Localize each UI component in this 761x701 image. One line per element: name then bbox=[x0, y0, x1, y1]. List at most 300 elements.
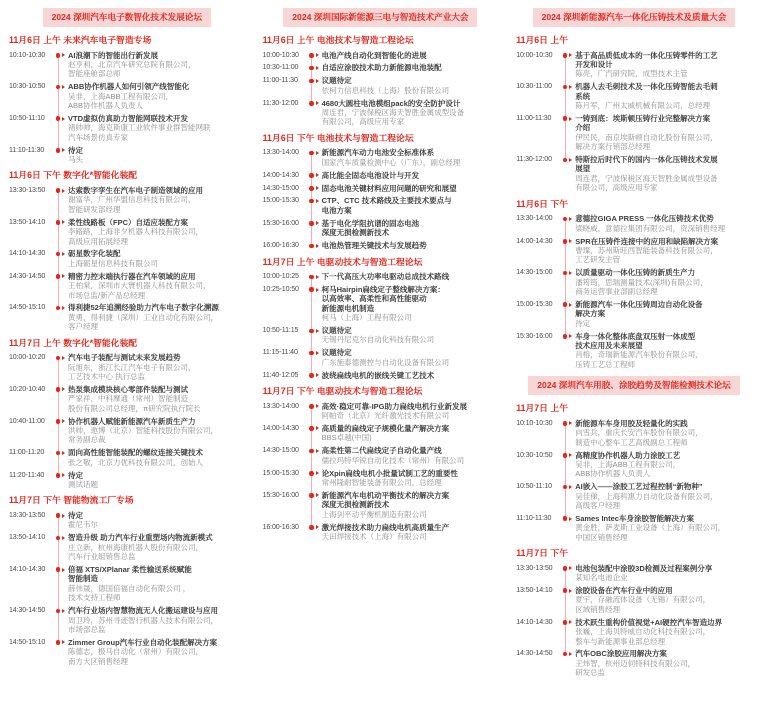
session-speaker: 国家汽车质量检测中心（广东），副总经理 bbox=[321, 157, 461, 167]
session-speaker: 向雪兵，重庆长安汽车股份有限公司， bbox=[575, 428, 703, 438]
timeline-arrow-icon bbox=[569, 620, 572, 624]
session-time: 13:50-14:10 bbox=[9, 217, 46, 226]
session-speaker: 洪帅，遨博（北京）智能科技股份有限公司， bbox=[68, 426, 218, 435]
timeline-dot-icon bbox=[56, 451, 61, 456]
timeline-arrow-icon bbox=[62, 609, 65, 613]
timeline-marker bbox=[54, 417, 68, 445]
session-content bbox=[575, 82, 752, 110]
timeline-dot-icon bbox=[309, 199, 314, 204]
session-content bbox=[322, 285, 499, 323]
session-item bbox=[263, 469, 499, 488]
session-topic: 一铸到底：埃斯顿压铸行业完整解决方案 bbox=[575, 113, 711, 123]
session-speaker: 黄勇，得利捷（深圳）工业自动化有限公司， bbox=[68, 312, 218, 322]
session-topic: 高柔性第二代扁线定子自动化量产线 bbox=[321, 446, 442, 456]
session-content bbox=[575, 332, 752, 370]
session-time: 14:50-15:10 bbox=[9, 303, 46, 312]
session-topic: 智造升级 助力汽车行业重塑场内物流新模式 bbox=[68, 533, 213, 543]
session-topic: ABB协作机器人如何引领产线智能化 bbox=[68, 82, 190, 92]
session-time: 10:30-11:00 bbox=[262, 63, 299, 72]
session-topic: 电池方案 bbox=[321, 205, 352, 215]
session-item bbox=[263, 371, 499, 380]
session-topic: 展望 bbox=[575, 164, 591, 174]
session-time: 15:00-15:30 bbox=[516, 299, 553, 308]
session-topic: 下一代高压大功率电驱动总成技术路线 bbox=[321, 272, 450, 281]
session-item bbox=[9, 353, 245, 381]
session-topic: 新能源汽车电机动平衡技术的解决方案 bbox=[321, 490, 450, 500]
session-topic: 新能源汽车动力电池安全标准体系 bbox=[321, 148, 435, 158]
session-content bbox=[322, 326, 499, 345]
session-time: 11:30-12:00 bbox=[262, 98, 299, 107]
session-topic: 激光焊接技术助力扁线电机高质量生产 bbox=[321, 522, 450, 532]
session-time: 13:50-14:10 bbox=[9, 533, 46, 542]
session-time: 16:00-16:30 bbox=[262, 241, 299, 250]
session-content bbox=[68, 417, 245, 445]
timeline-arrow-icon bbox=[569, 85, 572, 89]
timeline-marker bbox=[308, 272, 322, 281]
timeline-dot-icon bbox=[563, 239, 568, 244]
timeline-dot-icon bbox=[563, 116, 568, 121]
session-speaker: 赵亨利，北京汽车研究总院有限公司， bbox=[68, 59, 196, 69]
session-group-title: 11月7日 下午 bbox=[516, 548, 569, 559]
session-speaker: 技术支持工程师 bbox=[68, 593, 121, 603]
session-content bbox=[68, 448, 245, 467]
timeline-arrow-icon bbox=[62, 640, 65, 644]
session-content bbox=[322, 241, 499, 250]
session-item bbox=[9, 303, 245, 331]
timeline-marker bbox=[308, 285, 322, 323]
timeline-marker bbox=[308, 99, 322, 127]
session-group-title: 11月6日 上午 bbox=[516, 35, 569, 45]
session-item bbox=[263, 446, 499, 465]
session-topic: Sames Intec车身涂胶智能解决方案 bbox=[575, 513, 694, 523]
session-list bbox=[516, 419, 752, 542]
session-item bbox=[516, 618, 752, 646]
session-content bbox=[68, 471, 245, 490]
session-speaker: 研发总监 bbox=[575, 668, 606, 678]
timeline-dot-icon bbox=[309, 79, 314, 84]
timeline-marker bbox=[308, 424, 322, 443]
timeline-dot-icon bbox=[309, 329, 314, 334]
timeline-dot-icon bbox=[563, 302, 568, 307]
timeline-dot-icon bbox=[56, 274, 61, 279]
timeline-arrow-icon bbox=[316, 101, 319, 105]
session-time: 13:30-14:00 bbox=[262, 401, 299, 410]
timeline-dot-icon bbox=[56, 387, 61, 392]
session-speaker: 褚帅帅，海克斯康工业软件事业群智能网联 bbox=[68, 123, 211, 133]
timeline-dot-icon bbox=[56, 188, 61, 193]
session-list bbox=[516, 51, 752, 193]
session-speaker: 广东施泰德测控与自动化设备有限公司 bbox=[321, 357, 450, 367]
session-speaker: 周连君，宁波保税区海天智胜金属成型设备 bbox=[321, 108, 465, 118]
session-item bbox=[9, 565, 245, 603]
session-item bbox=[516, 419, 752, 447]
session-item bbox=[9, 511, 245, 530]
session-speaker: 上海砺星信息科技有限公司 bbox=[68, 258, 158, 268]
session-topic: 智能制造 bbox=[68, 574, 98, 584]
timeline-dot-icon bbox=[309, 449, 314, 454]
session-time: 10:25-10:50 bbox=[262, 284, 299, 293]
timeline-dot-icon bbox=[309, 221, 314, 226]
timeline-dot-icon bbox=[563, 652, 568, 657]
timeline-marker bbox=[54, 186, 68, 214]
timeline-marker bbox=[308, 76, 322, 95]
timeline-dot-icon bbox=[563, 421, 568, 426]
timeline-dot-icon bbox=[563, 334, 568, 339]
session-speaker: 马头 bbox=[68, 155, 83, 165]
session-topic: 得利捷52年追溯经验助力汽车电子数字化溯源 bbox=[68, 303, 219, 313]
timeline-arrow-icon bbox=[569, 239, 572, 243]
timeline-dot-icon bbox=[56, 85, 61, 90]
timeline-marker bbox=[54, 511, 68, 530]
timeline-marker bbox=[54, 114, 68, 142]
session-speaker: 区域销售经理 bbox=[575, 604, 621, 614]
timeline-marker bbox=[54, 606, 68, 634]
timeline-dot-icon bbox=[56, 306, 61, 311]
session-item bbox=[9, 218, 245, 246]
session-speaker: 吴非，上海ABB工程有限公司， bbox=[68, 91, 174, 101]
timeline-arrow-icon bbox=[62, 568, 65, 572]
timeline-arrow-icon bbox=[62, 220, 65, 224]
session-topic: 深度无损检测新技术 bbox=[321, 500, 390, 510]
timeline-arrow-icon bbox=[62, 451, 65, 455]
session-list bbox=[516, 214, 752, 369]
session-speaker: 阿帕奇（北京）光纤激光技术有限公司 bbox=[321, 410, 450, 420]
timeline-arrow-icon bbox=[569, 158, 572, 162]
session-time: 10:30-11:00 bbox=[516, 82, 552, 91]
session-item bbox=[9, 417, 245, 445]
session-item bbox=[516, 114, 752, 152]
session-speaker: 吴佳俤，上海科惠力自动化设备有限公司， bbox=[575, 491, 718, 501]
session-time: 10:00-10:20 bbox=[9, 353, 46, 362]
timeline-marker bbox=[54, 51, 68, 79]
session-topic: 待定 bbox=[68, 470, 83, 480]
session-speaker: 待定 bbox=[575, 318, 591, 328]
session-content bbox=[322, 402, 499, 421]
session-item bbox=[9, 146, 245, 165]
session-speaker: BBS卓越(中国) bbox=[321, 433, 372, 443]
timeline-marker bbox=[54, 565, 68, 603]
session-item bbox=[516, 82, 752, 110]
session-topic: 柯马Hairpin扁线定子整线解决方案： bbox=[321, 284, 445, 294]
session-topic: AI嵌入——涂胶工艺过程控制“新物种” bbox=[575, 482, 703, 492]
timeline-arrow-icon bbox=[316, 244, 319, 248]
session-speaker: 市场总监/新产品总经理 bbox=[68, 290, 146, 300]
session-topic: 电池产线自动化到智能化的进展 bbox=[321, 50, 427, 60]
session-content bbox=[322, 272, 499, 281]
session-topic: 待定 bbox=[68, 510, 83, 520]
session-content bbox=[322, 148, 499, 167]
session-content bbox=[575, 564, 752, 583]
session-topic: 待定 bbox=[68, 145, 83, 155]
session-item bbox=[263, 523, 499, 542]
session-item bbox=[263, 196, 499, 215]
timeline-marker bbox=[54, 353, 68, 381]
timeline-marker bbox=[561, 482, 575, 510]
session-topic: 基于高品质低成本的一体化压铸零件的工艺 bbox=[575, 50, 718, 60]
timeline-arrow-icon bbox=[569, 421, 572, 425]
session-list bbox=[9, 51, 245, 165]
timeline-arrow-icon bbox=[316, 199, 319, 203]
session-topic: 高质量的扁线定子规模化量产解决方案 bbox=[321, 423, 450, 433]
session-time: 14:10-14:30 bbox=[516, 617, 553, 626]
timeline-dot-icon bbox=[309, 53, 314, 58]
session-speaker: 陈亮，广汽研究院，成型技术主管 bbox=[575, 69, 688, 79]
session-item bbox=[9, 385, 245, 413]
session-speaker: 股份有限公司总经理，π研究院执行院长 bbox=[68, 403, 201, 413]
session-time: 11:00-11:30 bbox=[262, 76, 298, 85]
timeline-marker bbox=[308, 63, 322, 72]
session-content bbox=[575, 618, 752, 646]
session-topic: 倍福 XTS/XPlanar 柔性输送系统赋能 bbox=[68, 564, 192, 574]
session-time: 10:00-10:30 bbox=[262, 50, 299, 59]
session-time: 14:00-14:30 bbox=[516, 236, 553, 245]
session-topic: 议题待定 bbox=[321, 76, 352, 86]
timeline-arrow-icon bbox=[316, 221, 319, 225]
session-content bbox=[575, 155, 752, 193]
timeline-marker bbox=[308, 196, 322, 215]
session-content bbox=[68, 353, 245, 381]
session-content bbox=[322, 371, 499, 380]
timeline-dot-icon bbox=[563, 620, 568, 625]
timeline-dot-icon bbox=[56, 473, 61, 478]
session-speaker: 周连君，宁波保税区海天智胜金属成型设备 bbox=[575, 173, 718, 183]
session-time: 10:00-10:25 bbox=[262, 272, 299, 280]
timeline-dot-icon bbox=[309, 173, 314, 178]
timeline-arrow-icon bbox=[316, 426, 319, 430]
session-item bbox=[263, 241, 499, 250]
session-time: 15:00-15:30 bbox=[262, 468, 299, 477]
session-time: 11:40-12:05 bbox=[262, 370, 299, 379]
timeline-arrow-icon bbox=[62, 189, 65, 193]
timeline-dot-icon bbox=[309, 426, 314, 431]
session-time: 15:30-16:00 bbox=[516, 331, 553, 340]
session-content bbox=[322, 348, 499, 367]
session-item bbox=[516, 451, 752, 479]
session-topic: 深度无损检测新技术 bbox=[321, 228, 390, 238]
session-topic: 高比能全固态电池设计与开发 bbox=[321, 170, 420, 180]
session-item bbox=[516, 51, 752, 79]
session-speaker: 制造中心整车工艺高级副总工程师 bbox=[575, 437, 688, 447]
timeline-marker bbox=[561, 155, 575, 193]
timeline-dot-icon bbox=[56, 356, 61, 361]
session-time: 13:50-14:10 bbox=[516, 585, 553, 594]
timeline-marker bbox=[561, 649, 575, 677]
session-topic: 固态电池关键材料应用问题的研究和展望 bbox=[321, 183, 457, 193]
session-item bbox=[9, 606, 245, 634]
session-topic: 新能源车车身用胶及轻量化的实践 bbox=[575, 418, 688, 428]
session-time: 13:30-13:50 bbox=[9, 185, 46, 194]
session-list bbox=[263, 148, 499, 250]
timeline-arrow-icon bbox=[569, 485, 572, 489]
timeline-dot-icon bbox=[309, 471, 314, 476]
session-topic: 论Xpin扁线电机小批量试制工艺的重要性 bbox=[321, 468, 458, 478]
timeline-marker bbox=[561, 214, 575, 233]
session-item bbox=[9, 272, 245, 300]
session-speaker: 有限公司，高级应用专家 bbox=[321, 117, 405, 127]
timeline-dot-icon bbox=[309, 287, 314, 292]
session-group-title: 11月6日 下午 数字化*智能化装配 bbox=[9, 170, 138, 181]
session-time: 14:50-15:10 bbox=[9, 637, 46, 646]
session-speaker: 庄立新，杭州海康机器人股份有限公司， bbox=[68, 542, 203, 552]
session-speaker: 黄金胜，萨麦斯工业设备（上海）有限公司， bbox=[575, 523, 726, 533]
timeline-dot-icon bbox=[56, 148, 61, 153]
session-content bbox=[322, 469, 499, 488]
timeline-marker bbox=[54, 533, 68, 561]
timeline-dot-icon bbox=[563, 485, 568, 490]
timeline-marker bbox=[54, 146, 68, 165]
session-topic: 基于电化学阻抗谱的固态电池 bbox=[321, 218, 420, 228]
session-content bbox=[322, 219, 499, 238]
agenda-column-3 bbox=[507, 0, 761, 701]
session-time: 10:30-10:50 bbox=[516, 450, 553, 459]
session-group-title: 11月7日 上午 数字化*智能化装配 bbox=[9, 337, 138, 348]
session-group-title: 11月6日 上午 未来汽车电子智造专场 bbox=[9, 35, 152, 45]
agenda-column-1 bbox=[0, 0, 254, 701]
timeline-arrow-icon bbox=[62, 274, 65, 278]
session-topic: 技术应用及未来展望 bbox=[575, 341, 643, 351]
session-content bbox=[322, 424, 499, 443]
timeline-arrow-icon bbox=[62, 53, 65, 57]
timeline-marker bbox=[561, 114, 575, 152]
timeline-dot-icon bbox=[309, 244, 314, 249]
session-item bbox=[516, 155, 752, 193]
timeline-arrow-icon bbox=[316, 525, 319, 529]
timeline-marker bbox=[561, 564, 575, 583]
session-group-title: 11月6日 下午 电池技术与智造工程论坛 bbox=[262, 132, 414, 143]
timeline-dot-icon bbox=[309, 373, 314, 378]
session-item bbox=[9, 114, 245, 142]
session-list bbox=[9, 511, 245, 666]
timeline-marker bbox=[308, 241, 322, 250]
timeline-dot-icon bbox=[56, 220, 61, 225]
timeline-arrow-icon bbox=[569, 217, 572, 221]
timeline-marker bbox=[54, 385, 68, 413]
session-time: 11:20-11:40 bbox=[9, 470, 45, 479]
session-speaker: 张之敬，北京力优科技有限公司，创始人 bbox=[68, 457, 203, 467]
timeline-arrow-icon bbox=[62, 252, 65, 256]
session-item bbox=[9, 638, 245, 666]
session-speaker: 严家祥，中科摩通（常州）智能制造 bbox=[68, 394, 188, 404]
session-item bbox=[263, 272, 499, 281]
session-item bbox=[263, 348, 499, 367]
session-time: 10:10-10:30 bbox=[516, 418, 553, 427]
session-item bbox=[516, 586, 752, 614]
timeline-arrow-icon bbox=[569, 303, 572, 307]
timeline-dot-icon bbox=[563, 516, 568, 521]
timeline-marker bbox=[308, 326, 322, 345]
session-content bbox=[575, 300, 752, 328]
session-time: 14:10-14:30 bbox=[9, 249, 46, 258]
session-speaker: 南方大区销售经理 bbox=[68, 656, 128, 666]
timeline-marker bbox=[54, 303, 68, 331]
session-topic: 意德拉GIGA PRESS 一体化压铸技术优势 bbox=[575, 214, 714, 224]
session-speaker: 某知名电池企业 bbox=[575, 573, 628, 583]
session-speaker: 有限公司，高级应用专家 bbox=[575, 183, 658, 193]
timeline-arrow-icon bbox=[62, 117, 65, 121]
session-item bbox=[9, 448, 245, 467]
session-time: 10:40-11:00 bbox=[9, 416, 45, 425]
session-item bbox=[516, 649, 752, 677]
session-item bbox=[516, 268, 752, 296]
session-content bbox=[575, 268, 752, 296]
session-content bbox=[68, 82, 245, 110]
timeline-arrow-icon bbox=[62, 536, 65, 540]
timeline-arrow-icon bbox=[316, 288, 319, 292]
session-topic: 机器人去毛刺技术及一体化压铸智能去毛刺 bbox=[575, 82, 718, 92]
session-speaker: 常务副总裁 bbox=[68, 435, 106, 445]
session-content bbox=[322, 76, 499, 95]
session-list bbox=[9, 353, 245, 489]
timeline-dot-icon bbox=[309, 66, 314, 71]
session-speaker: 依柯力信息科技（上海）股份有限公司 bbox=[321, 85, 450, 95]
timeline-arrow-icon bbox=[569, 271, 572, 275]
timeline-arrow-icon bbox=[569, 53, 572, 57]
session-time: 14:30-14:50 bbox=[9, 606, 46, 615]
timeline-arrow-icon bbox=[569, 453, 572, 457]
session-speaker: 高级客户经理 bbox=[575, 501, 621, 511]
session-time: 10:50-11:15 bbox=[262, 326, 299, 335]
session-content bbox=[68, 249, 245, 268]
session-speaker: 周卫玲，苏州寻迹智行机器人技术有限公司， bbox=[68, 615, 218, 625]
session-content bbox=[68, 51, 245, 79]
session-speaker: 儒拉玛特华锐自动化技术（常州）有限公司 bbox=[321, 455, 465, 465]
session-speaker: 夏宇，存融流体设备（无锡）有限公司， bbox=[575, 595, 711, 605]
session-item bbox=[516, 482, 752, 510]
session-speaker: 伊民民，南京埃斯顿自动化股份有限公司， bbox=[575, 132, 718, 142]
session-time: 10:50-11:10 bbox=[516, 482, 552, 491]
conference-title: 2024 深圳汽车用胶、涂胶趋势及智能检测技术论坛 bbox=[528, 376, 739, 395]
session-topic: 高效·稳定可靠-IPG助力扁线电机行业新发展 bbox=[321, 401, 468, 411]
session-topic: 汽车电子装配与测试未来发展趋势 bbox=[68, 353, 181, 363]
timeline-marker bbox=[561, 618, 575, 646]
timeline-arrow-icon bbox=[316, 449, 319, 453]
timeline-arrow-icon bbox=[316, 66, 319, 70]
session-group-title: 11月7日 上午 bbox=[516, 403, 569, 414]
timeline-arrow-icon bbox=[316, 471, 319, 475]
session-topic: 新能源汽车一体化压铸周边自动化设备 bbox=[575, 299, 703, 309]
session-topic: 开发和设计 bbox=[575, 59, 613, 69]
session-speaker: 王炜智，杭州迈伺特科技有限公司， bbox=[575, 658, 696, 668]
session-list bbox=[263, 272, 499, 380]
session-time: 10:00-10:30 bbox=[516, 50, 553, 59]
session-content bbox=[322, 51, 499, 60]
session-topic: 介绍 bbox=[575, 123, 591, 133]
session-topic: 电池包装配中涂胶3D检测及过程案例分享 bbox=[575, 563, 713, 573]
session-time: 14:30-14:50 bbox=[9, 271, 46, 280]
session-group-title: 11月7日 下午 电驱动技术与智造工程论坛 bbox=[262, 386, 423, 397]
timeline-marker bbox=[308, 219, 322, 238]
session-speaker: 谢富华，广州华盟信息科技有限公司， bbox=[68, 195, 196, 205]
session-content bbox=[575, 237, 752, 265]
session-speaker: 天田焊接技术（上海）有限公司 bbox=[321, 531, 427, 541]
session-content bbox=[68, 511, 245, 530]
timeline-arrow-icon bbox=[569, 589, 572, 593]
session-list bbox=[516, 564, 752, 678]
session-topic: 协作机器人赋能新能源汽车新质生产力 bbox=[68, 416, 196, 426]
timeline-dot-icon bbox=[563, 453, 568, 458]
session-group-title: 11月6日 上午 电池技术与智造工程论坛 bbox=[262, 35, 414, 45]
timeline-arrow-icon bbox=[569, 117, 572, 121]
timeline-marker bbox=[308, 184, 322, 193]
session-time: 11:10-11:30 bbox=[9, 145, 45, 154]
timeline-arrow-icon bbox=[62, 356, 65, 360]
session-topic: 面向高性能智能装配的螺纹连接关键技术 bbox=[68, 448, 203, 458]
session-speaker: 高级应用拓展经理 bbox=[68, 236, 128, 246]
session-topic: 技术跃生重构价值视觉+AI硬控汽车智造边界 bbox=[575, 617, 723, 627]
session-item bbox=[9, 471, 245, 490]
session-speaker: 曹璨，苏州斯旺西智能装备科技有限公司， bbox=[575, 245, 718, 255]
session-time: 14:30-15:00 bbox=[262, 446, 299, 455]
